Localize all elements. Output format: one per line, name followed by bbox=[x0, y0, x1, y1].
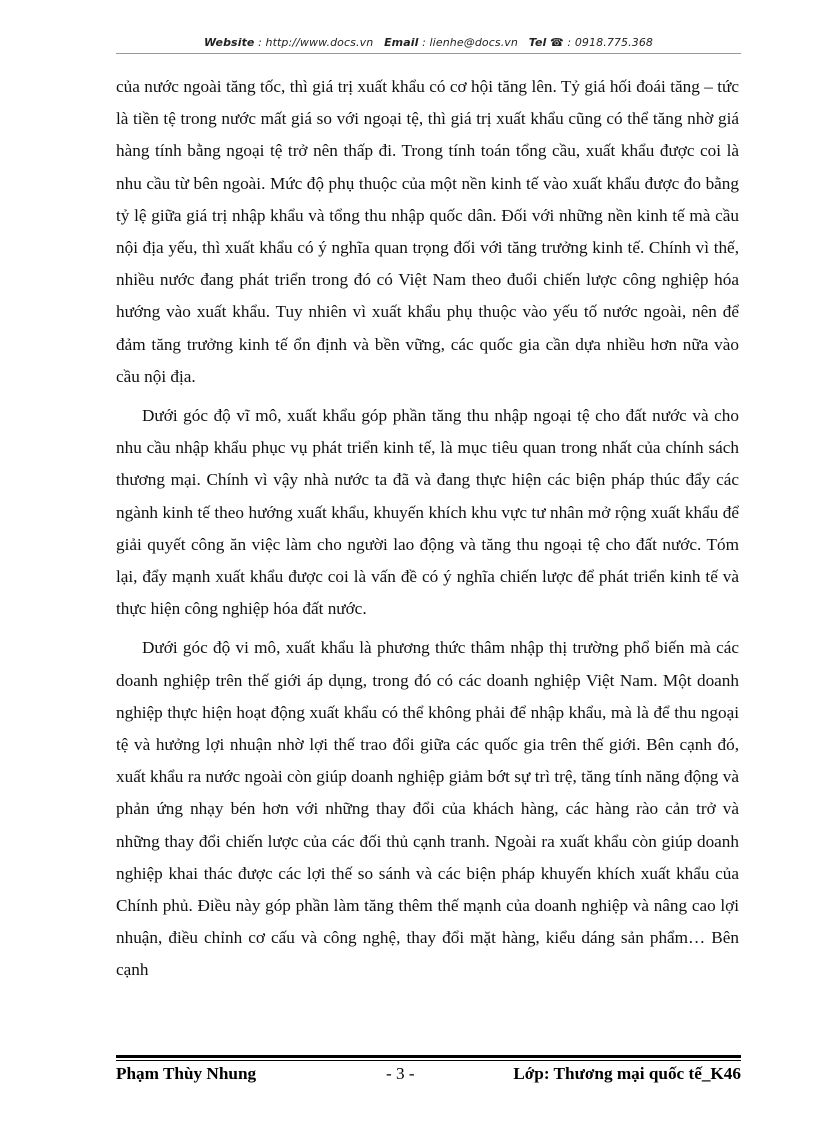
website-label: Website bbox=[203, 36, 255, 49]
tel-label: Tel bbox=[528, 36, 547, 49]
footer-divider-thin bbox=[116, 1060, 741, 1061]
website-value[interactable]: : http://www.docs.vn bbox=[258, 36, 374, 49]
email-value[interactable]: : lienhe@docs.vn bbox=[422, 36, 518, 49]
page-header bbox=[116, 36, 741, 49]
paragraph-3: Dưới góc độ vi mô, xuất khẩu là phương thức thâm nhập thị trường phổ biến mà các doanh nghiệp trên thế giới áp dụng, trong đó có các doanh nghiệp Việt Nam. Một doanh nghiệp thực hiện hoạt động xuất khẩu có thể không phải để nhập khẩu, mà là để thu ngoại tệ và hưởng lợi nhuận nhờ lợi thế trao đổi giữa các quốc gia trên thế giới. Bên cạnh đó, xuất khẩu ra nước ngoài còn giúp doanh nghiệp giảm bớt sự trì trệ, tăng tính năng động và phản ứng nhạy bén hơn với những thay đổi của khách hàng, các hàng rào cản trở và những thay đổi chiến lược của các đối thủ cạnh tranh. Ngoài ra xuất khẩu còn giúp doanh nghiệp khai thác được các lợi thế so sánh và các biện pháp khuyến khích xuất khẩu của Chính phủ. Điều này góp phần làm tăng thêm thế mạnh của doanh nghiệp và nâng cao lợi nhuận, điều chỉnh cơ cấu và công nghệ, thay đổi mặt hàng, kiểu dáng sản phẩm… Bên cạnh bbox=[116, 638, 739, 980]
page-footer bbox=[116, 1064, 741, 1088]
paragraph-1: của nước ngoài tăng tốc, thì giá trị xuất khẩu có cơ hội tăng lên. Tỷ giá hối đoái tăng – tức là tiền tệ trong nước mất giá so với ngoại tệ, thì giá trị xuất khẩu cũng có thể tăng nhờ giá hàng tính bằng ngoại tệ trở nên thấp đi. Trong tính toán tổng cầu, xuất khẩu được coi là nhu cầu từ bên ngoài. Mức độ phụ thuộc của một nền kinh tế vào xuất khẩu được đo bằng tỷ lệ giữa giá trị nhập khẩu và tổng thu nhập quốc dân. Đối với những nền kinh tế mà cầu nội địa yếu, thì xuất khẩu có ý nghĩa quan trọng đối với tăng trưởng kinh tế. Chính vì thế, nhiều nước đang phát triển trong đó có Việt Nam theo đuổi chiến lược công nghiệp hóa hướng vào xuất khẩu. Tuy nhiên vì xuất khẩu phụ thuộc vào yếu tố nước ngoài, nên để đảm tăng trưởng kinh tế ổn định và bền vững, các quốc gia cần dựa nhiều hơn nữa vào cầu nội địa. bbox=[116, 77, 739, 386]
tel-value: ☎ : 0918.775.368 bbox=[550, 36, 654, 49]
paragraph-2: Dưới góc độ vĩ mô, xuất khẩu góp phần tăng thu nhập ngoại tệ cho đất nước và cho nhu cầu nhập khẩu phục vụ phát triển kinh tế, là mục tiêu quan trong nhất của chính sách thương mại. Chính vì vậy nhà nước ta đã và đang thực hiện các biện pháp thúc đẩy các ngành kinh tế theo hướng xuất khẩu, khuyến khích khu vực tư nhân mở rộng xuất khẩu để giải quyết công ăn việc làm cho người lao động và tăng thu ngoại tệ cho đất nước. Tóm lại, đẩy mạnh xuất khẩu được coi là vấn đề có ý nghĩa chiến lược để phát triển kinh tế và thực hiện công nghiệp hóa đất nước. bbox=[116, 406, 739, 619]
footer-divider-thick bbox=[116, 1055, 741, 1058]
header-divider bbox=[116, 53, 741, 54]
footer-page-number: - 3 - bbox=[386, 1064, 415, 1083]
footer-author: Phạm Thùy Nhung bbox=[116, 1064, 257, 1083]
footer-class: Lớp: Thương mại quốc tế_K46 bbox=[513, 1064, 741, 1083]
email-label: Email bbox=[384, 36, 419, 49]
document-body bbox=[116, 71, 739, 994]
